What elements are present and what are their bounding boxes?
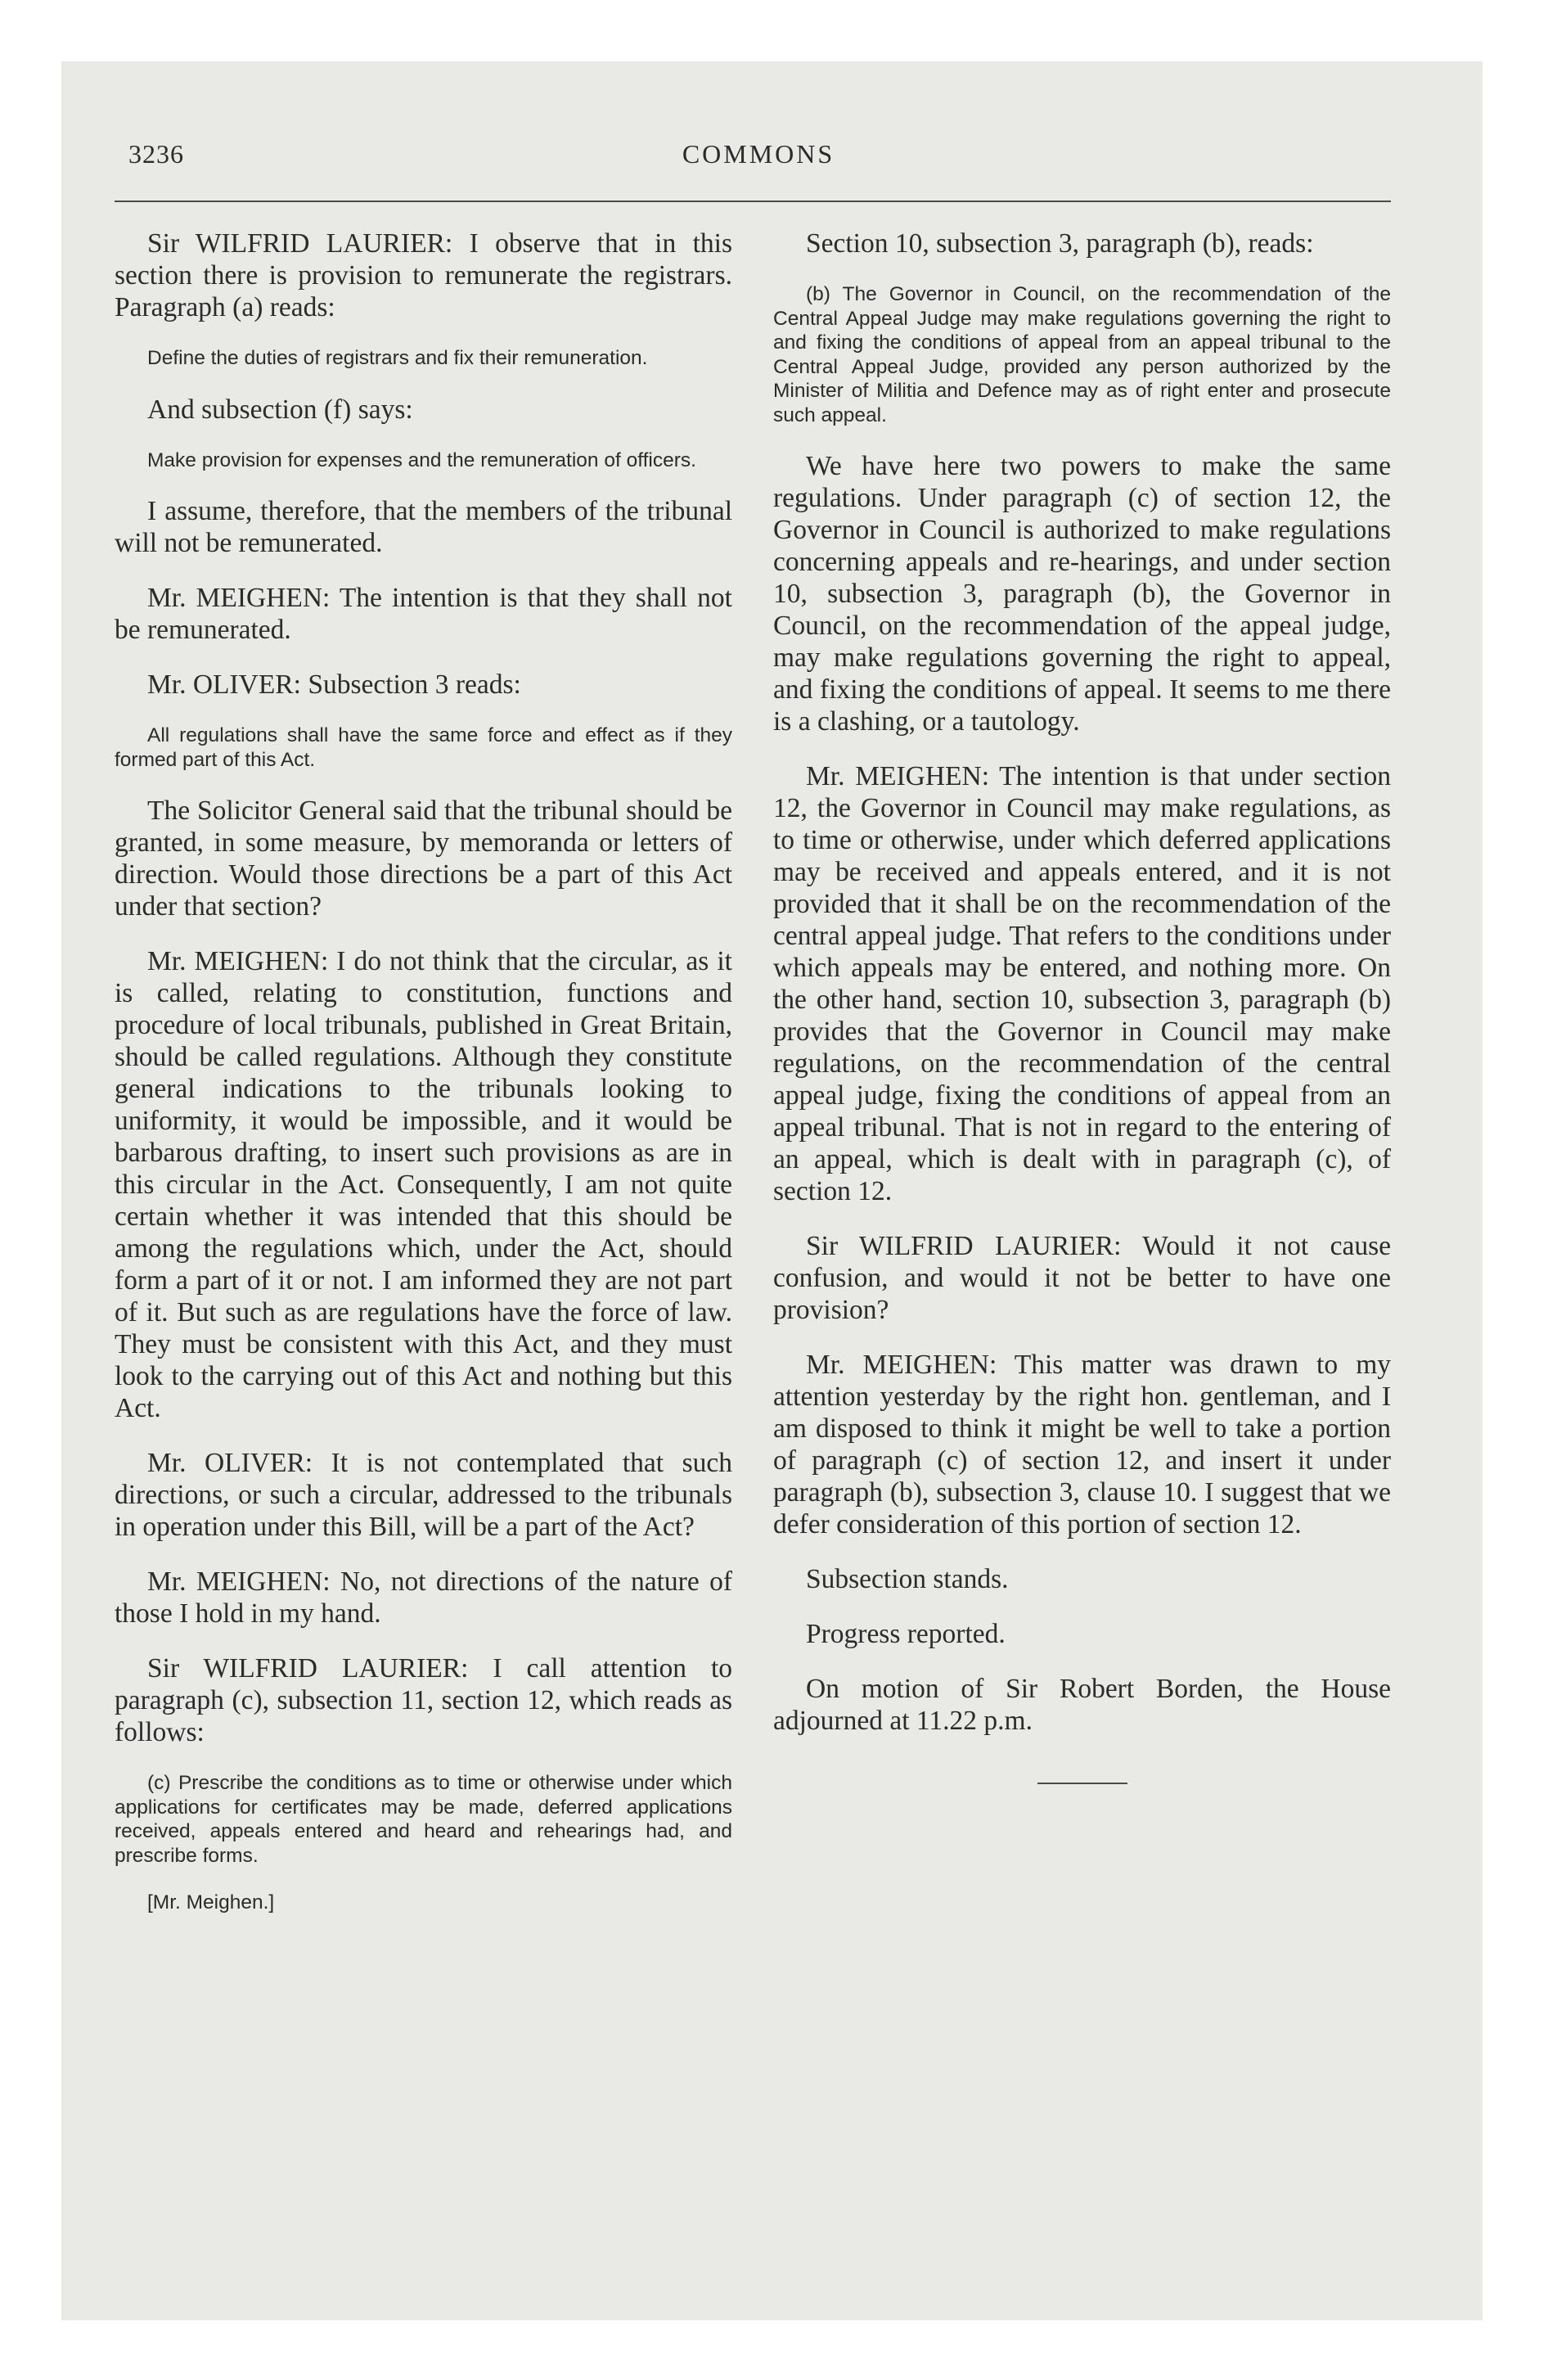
closing-rule — [1037, 1783, 1127, 1784]
header-rule — [115, 201, 1391, 202]
paragraph: I assume, therefore, that the members of the tribunal will not be remunerated. — [115, 496, 732, 558]
paragraph: Progress reported. — [806, 1619, 1006, 1649]
running-head: COMMONS — [682, 139, 835, 169]
quoted-text: (b) The Governor in Council, on the recommendation of the Central Appeal Judge may make regulations governing the right to and fixing the conditions of appeal from an appeal tribunal to the Central Appeal Judge, provided any person authorized by the Minister of Militia and Defence may as of right enter and prosecute such appeal. — [773, 283, 1391, 426]
paragraph: Mr. OLIVER: Subsection 3 reads: — [147, 669, 521, 700]
page-header — [128, 139, 1388, 180]
quoted-text: (c) Prescribe the conditions as to time or otherwise under which applications for certificates may be made, deferred applications received, appeals entered and heard and rehearings had, and prescribe forms. — [115, 1772, 732, 1867]
paragraph: Mr. OLIVER: It is not contemplated that such directions, or such a circular, addressed to the tribunals in operation under this Bill, will be a part of the Act? — [115, 1448, 732, 1542]
paragraph: Section 10, subsection 3, paragraph (b), reads: — [806, 228, 1314, 259]
quoted-text: All regulations shall have the same force and effect as if they formed part of this Act. — [115, 724, 732, 771]
quoted-text: Define the duties of registrars and fix their remuneration. — [147, 347, 648, 369]
paragraph: Mr. MEIGHEN: The intention is that under section 12, the Governor in Council may make regulations, as to time or otherwise, under which deferred applications may be received and appeals entered, and it is not provided that it shall be on the recommendation of the central appeal judge. That refers to the conditions under which appeals may be entered, and nothing more. On the other hand, section 10, subsection 3, paragraph (b) provides that the Governor in Council may make regulations, on the recommendation of the central appeal judge, fixing the conditions of appeal from an appeal tribunal. That is not in regard to the entering of an appeal, which is dealt with in paragraph (c), of section 12. — [773, 761, 1391, 1206]
paragraph: And subsection (f) says: — [147, 394, 413, 425]
paragraph: Mr. MEIGHEN: No, not directions of the nature of those I hold in my hand. — [115, 1566, 732, 1629]
paragraph: Sir WILFRID LAURIER: I observe that in this section there is provision to remunerate the registrars. Paragraph (a) reads: — [115, 228, 732, 322]
paragraph: Mr. MEIGHEN: This matter was drawn to my attention yesterday by the right hon. gentleman, and I am disposed to think it might be well to take a portion of paragraph (c) of section 12, and insert it under paragraph (b), subsection 3, clause 10. I suggest that we defer consideration of this portion of section 12. — [773, 1350, 1391, 1539]
paragraph: On motion of Sir Robert Borden, the House adjourned at 11.22 p.m. — [773, 1674, 1391, 1736]
paragraph: Mr. MEIGHEN: The intention is that they shall not be remunerated. — [115, 583, 732, 645]
page-number: 3236 — [128, 139, 184, 169]
paragraph: Subsection stands. — [806, 1564, 1009, 1594]
left-column — [115, 228, 732, 1915]
right-column — [773, 228, 1391, 1784]
paragraph: Sir WILFRID LAURIER: I call attention to paragraph (c), subsection 11, section 12, which reads as follows: — [115, 1653, 732, 1747]
quoted-text: Make provision for expenses and the remuneration of officers. — [147, 449, 696, 471]
paragraph: Sir WILFRID LAURIER: Would it not cause confusion, and would it not be better to have one provision? — [773, 1231, 1391, 1325]
speaker-attribution: [Mr. Meighen.] — [147, 1891, 275, 1913]
paragraph: We have here two powers to make the same regulations. Under paragraph (c) of section 12, the Governor in Council is authorized to make regulations concerning appeals and re-hearings, and under section 10, subsection 3, paragraph (b), the Governor in Council, on the recommendation of the appeal judge, may make regulations governing the right to appeal, and fixing the conditions of appeal. It seems to me there is a clashing, or a tautology. — [773, 451, 1391, 737]
paragraph: The Solicitor General said that the tribunal should be granted, in some measure, by memoranda or letters of direction. Would those directions be a part of this Act under that section? — [115, 796, 732, 922]
paragraph: Mr. MEIGHEN: I do not think that the circular, as it is called, relating to constitution, functions and procedure of local tribunals, published in Great Britain, should be called regulations. Although they constitute general indications to the tribunals looking to uniformity, it would be impossible, and it would be barbarous drafting, to insert such provisions as are in this circular in the Act. Consequently, I am not quite certain whether it was intended that this should be among the regulations which, under the Act, should form a part of it or not. I am informed they are not part of it. But such as are regulations have the force of law. They must be consistent with this Act, and they must look to the carrying out of this Act and nothing but this Act. — [115, 946, 732, 1423]
